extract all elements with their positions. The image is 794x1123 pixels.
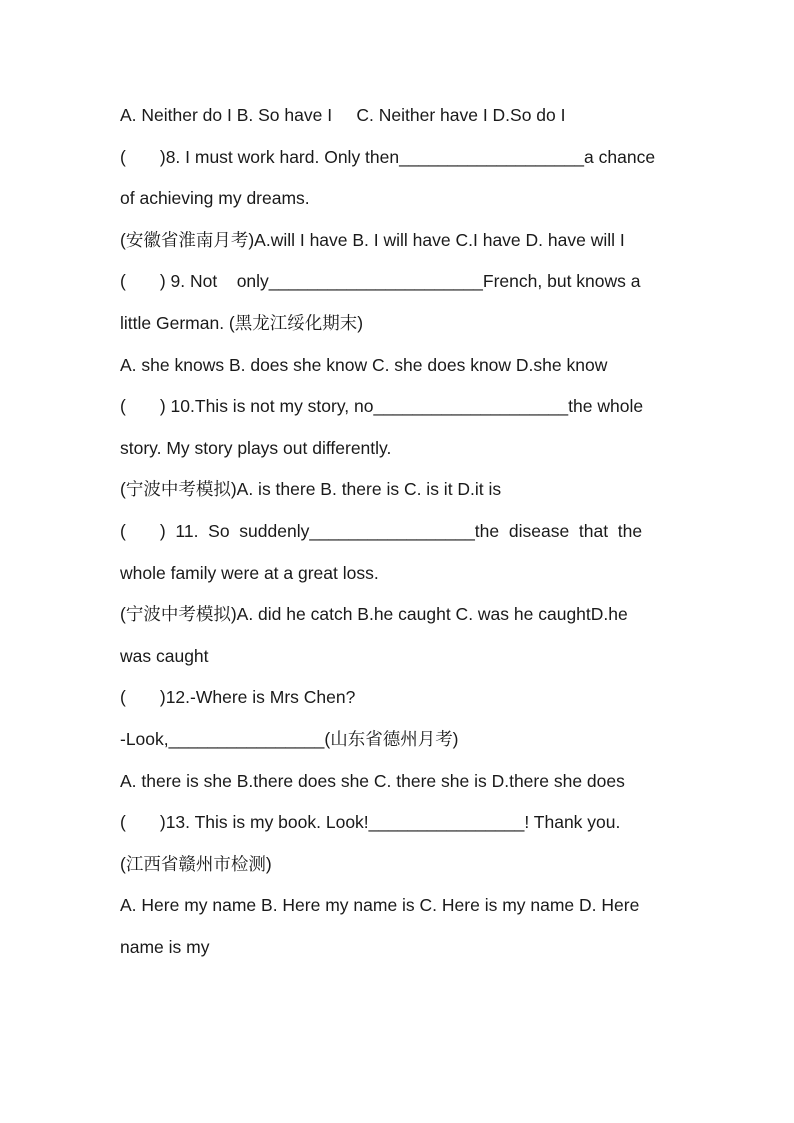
q8-stem-cont: of achieving my dreams. xyxy=(120,188,310,209)
q13-stem: ( )13. This is my book. Look!________________! Thank you. xyxy=(120,812,621,833)
q9-stem-cont: little German. (黑龙江绥化期末) xyxy=(120,312,364,333)
q11-stem-cont: whole family were at a great loss. xyxy=(120,562,379,583)
q11-options-cont: was caught xyxy=(120,645,209,666)
q13-source: (江西省赣州市检测) xyxy=(120,853,272,874)
q13-options: A. Here my name B. Here my name is C. Here is my name D. Here xyxy=(120,895,640,916)
q7-options: A. Neither do I B. So have I C. Neither have I D.So do I xyxy=(120,105,566,125)
q12-stem-cont: -Look,________________(山东省德州月考) xyxy=(120,728,459,749)
q11-options: (宁波中考模拟)A. did he catch B.he caught C. was he caughtD.he xyxy=(120,604,628,625)
q9-stem: ( ) 9. Not only______________________French, but knows a xyxy=(120,271,641,292)
q13-options-cont: name is my xyxy=(120,936,210,957)
q10-stem-cont: story. My story plays out differently. xyxy=(120,437,392,458)
q8-options: (安徽省淮南月考)A.will I have B. I will have C.I have D. have will I xyxy=(120,229,625,250)
q11-stem: ( ) 11. So suddenly_________________the disease that the xyxy=(120,520,643,541)
q9-options: A. she knows B. does she know C. she does know D.she know xyxy=(120,354,608,375)
q12-options: A. there is she B.there does she C. there she is D.there she does xyxy=(120,770,625,791)
exercise-page xyxy=(120,95,676,968)
q12-stem: ( )12.-Where is Mrs Chen? xyxy=(120,687,356,708)
q10-options: (宁波中考模拟)A. is there B. there is C. is it D.it is xyxy=(120,479,502,500)
q8-stem: ( )8. I must work hard. Only then___________________a chance xyxy=(120,146,656,167)
q10-stem: ( ) 10.This is not my story, no____________________the whole xyxy=(120,396,644,417)
